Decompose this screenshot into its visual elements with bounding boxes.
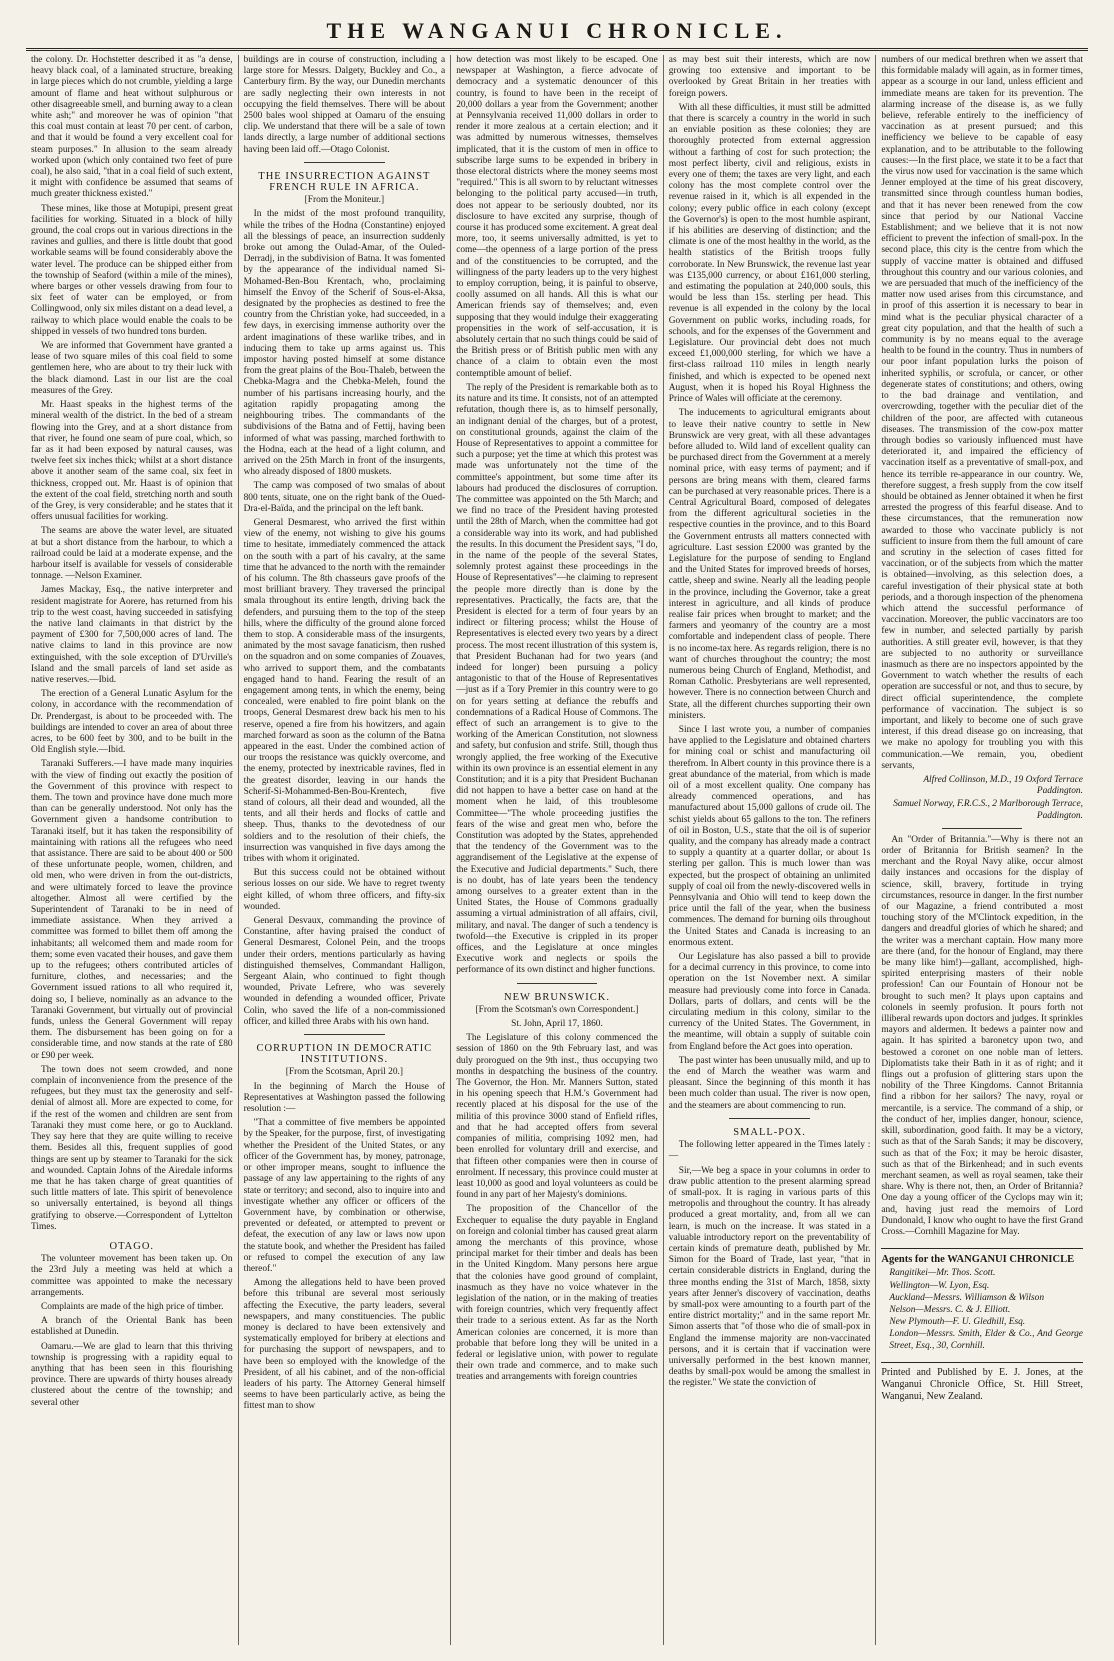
paragraph: The following letter appeared in the Times lately :— <box>668 1140 871 1162</box>
column-2 <box>239 55 452 1645</box>
divider <box>517 983 598 984</box>
paragraph: Taranaki Sufferers.—I have made many inquiries with the view of finding out exactly the position of the Government of this province with respect to them. The town and province have done much more than can be generally understood. Not only has the Government given a handsome contribution to Taranaki itself, but it has taken the responsibility of maintaining with rations all the refugees who need that assistance. There are said to be about 400 or 500 of these unfortunate people, women, children, and old men, who were driven in from the out-districts, and were ultimately forced to leave the province altogether. Almost all were certified by the Superintendent of Taranaki to be in need of immediate assistance. When they arrived a committee was formed to billet them off among the inhabitants; all welcomed them and made room for them; some even vacated their houses, and gave them up to the refugees; others contributed articles of furniture, clothes, and necessaries; and the Government issued rations to all who required it, doing so, I believe, nominally as an advance to the Taranaki Government, but virtually out of provincial funds, unless the General Government will repay them. The disbursement has been going on for a considerable time, and now stands at the rate of £80 or £90 per week. <box>31 759 233 1061</box>
divider <box>942 828 1023 829</box>
divider <box>304 162 385 163</box>
agents-box <box>881 1248 1083 1352</box>
paragraph: The seams are above the water level, are situated at but a short distance from the harbour, to which a railroad could be laid at a moderate expense, and the harbour itself is available for vessels of considerable tonnage. —Nelson Examiner. <box>31 526 233 582</box>
divider <box>304 1034 385 1035</box>
agent-line: London—Messrs. Smith, Elder & Co., And George Street, Esq., 30, Cornhill. <box>889 1329 1083 1351</box>
paragraph: buildings are in course of construction, including a large store for Messrs. Dalgety, Buckley and Co., a Canterbury firm. By the way, our Dunedin merchants are sadly neglecting their own interests in not occupying the field themselves. There will be about 2500 bales wool shipped at Oamaru of the ensuing clip. We understand that there will be a sale of town lands directly, a large number of additional sections having been laid off.—Otago Colonist. <box>243 55 446 155</box>
column-3 <box>451 55 664 1645</box>
paragraph: Mr. Haast speaks in the highest terms of the mineral wealth of the district. In the bed of a stream flowing into the Grey, and at a short distance from that river, he found one seam of pure coal, which, so far as it had been exposed by natural causes, was twelve feet six inches thick; whilst at a short distance above it another seam of the same coal, six feet in thickness, cropped out. Mr. Haast is of opinion that the extent of the coal field, stretching north and south of the Grey, is very considerable; and he states that it offers unusual facilities for working. <box>31 400 233 523</box>
paragraph: The Legislature of this colony commenced the session of 1860 on the 9th February last, and was duly prorogued on the 9th inst., thus occupying two months in despatching the business of the country. The Governor, the Hon. Mr. Manners Sutton, stated in his opening speech that H.M.'s Government had recently placed at his disposal for the use of the militia of this province 3000 stand of Enfield rifles, and that he had accepted offers from several companies of militia, comprising 1092 men, had been enrolled for voluntary drill and exercise, and that fifteen other companies were then in course of enrolment. If necessary, this province could muster at least 10,000 as good and loyal volunteers as could be found in any part of her Majesty's dominions. <box>456 1033 658 1201</box>
paragraph: In the beginning of March the House of Representatives at Washington passed the following resolution :— <box>243 1081 446 1115</box>
agent-line: Nelson—Messrs. C. & J. Elliott. <box>889 1304 1011 1315</box>
paragraph: the colony. Dr. Hochstetter described it as "a dense, heavy black coal, of a laminated structure, breaking in large pieces which do not crumble, yielding a large amount of flame and heat without sulphurous or other disagreeable smell, and burning away to a clean white ash;" and moreover he was of opinion "that this coal must contain at least 70 per cent. of carbon, and that it would be found a very excellent coal for steam purposes." In allusion to the seam already worked upon (which only contained two feet of pure coal), he also said, "that in a coal field of such extent, it might with confidence be assumed that seams of much greater thickness existed." <box>31 55 233 200</box>
paragraph: as may best suit their interests, which are now growing too extensive and important to be overlooked by Great Britain in her treaties with foreign powers. <box>668 55 871 99</box>
agents-title: Agents for the WANGANUI CHRONICLE <box>881 1254 1075 1266</box>
paragraph: James Mackay, Esq., the native interpreter and resident magistrate for Aorere, has returned from his trip to the west coast, having succeeded in satisfying the native land claimants in that district by the payment of £300 for 7,500,000 acres of land. The native claims to land in this province are now extinguished, with the sole exception of D'Urville's Island and the small parcels of land set aside as native reserves.—Ibid. <box>31 585 233 685</box>
section-heading-otago: OTAGO. <box>109 1240 155 1252</box>
paragraph: The inducements to agricultural emigrants about to leave their native country to settle in New Brunswick are very great, with all these advantages before alluded to. Wild land of excellent quality can be purchased direct from the Government at a merely nominal price, with easy terms of payment; and if persons are bring means with them, cleared farms can be purchased at very reasonable prices. There is a Central Agricultural Board, composed of delegates from the different agricultural societies in the respective counties in the province, and to this Board the Government entrusts all matters connected with agriculture. Last session £2000 was granted by the Legislature for the purpose of sending to England and the United States for improved breeds of horses, cattle, sheep and swine. Nearly all the leading people in the province, including the Governor, take a great interest in agriculture, and all kinds of produce realise fair prices when brought to market; and the farmers and yeomanry of the country are a most comfortable and independent class of people. There is no income-tax here. As regards religion, there is no want of churches throughout the country; the most numerous being Church of England, Methodist, and Roman Catholic. Presbyterians are well represented, however. There is no connection between Church and State, all the different churches supporting their own ministers. <box>668 408 871 721</box>
masthead: THE WANGANUI CHRONICLE. <box>26 18 1088 51</box>
paragraph: We are informed that Government have granted a lease of two square miles of this coal field to some gentlemen here, who are about to try their luck with the black diamond. Last in our list are the coal measures of the Grey. <box>31 341 233 396</box>
section-heading-insurrection: THE INSURRECTION AGAINST FRENCH RULE IN AFRICA. <box>258 170 431 194</box>
signature: Alfred Collinson, M.D., 19 Oxford Terrace Paddington. <box>923 775 1083 797</box>
paragraph: The town does not seem crowded, and none complain of inconvenience from the presence of the refugees, but they must tax the generosity and self-denial of almost all. More are expected to come, for if the rest of the women and children are sent from Taranaki they must come here, or go to Auckland. They say here that they are quite willing to receive them. Besides all this, frequent supplies of good things are sent up by steamer to Taranaki for the sick and wounded. Captain Johns of the Airedale informs me that he has taken charge of great quantities of such little matters of late. This spirit of benevolence so universally entertained, is beyond all things gratifying to observe.—Correspondent of Lyttelton Times. <box>31 1064 233 1232</box>
paragraph: numbers of our medical brethren when we assert that this formidable malady will again, as in former times, appear as a scourge in our land, unless efficient and immediate means are taken for its prevention. The alarming increase of the disease is, as we fully believe, referable entirely to the inefficiency of vaccination as at present pursued; and this inefficiency we believe to be capable of easy explanation, and to be attributable to the following causes:—In the first place, we state it to be a fact that the virus now used for vaccination is the same which Jenner employed at the time of his great discovery, transmitted since through countless human bodies, and that it has never been renewed from the cow since that period by our National Vaccine Establishment; and we believe that it is not now efficient to prevent the infection of small-pox. In the second place, this city is the centre from which the supply of vaccine matter is obtained and diffused throughout this country and our various colonies, and we are persuaded that much of the inefficiency of the matter now used arises from this circumstance, and in proof of this assertion it is necessary to bear in mind what is the peculiar physical character of a great city population, and that the health of such a community is by no means equal to the average health to be found in the country. Thus in numbers of our poor infant population lurks the poison of inherited syphilis, or scrofula, or cancer, or other degenerate states of constitutions; and others, owing to the bad drainage and ventilation, and overcrowding, together with the peculiar diet of the children of the poor, are affected with cutaneous diseases. The transmission of the cow-pox matter through bodies so variously influenced must have deteriorated it, and impaired the efficiency of vaccination itself as a preventative of small-pox, and hence its terrible re-appearance in our country. We, therefore suggest, a fresh supply from the cow itself should be obtained as Jenner obtained it when he first arrested the progress of this fearful disease. And to these circumstances, that the remuneration now awarded to those who vaccinate publicly is not sufficient to insure from them the full amount of care and scrutiny in the selection of cases fitted for vaccination, or of the subjects from which the matter is obtained—involving, as this selection does, a careful investigation of their physical state at both periods, and a thorough inspection of the phenomena which attend the successful performance of vaccination. Moreover, the public vaccinators are too few in number, and selected partially by parish authorities. A still greater evil, however, is that they are subjected to no authority or surveillance inasmuch as there are no inspectors appointed by the Government to watch whether the results of each operation are successful or not, and thus to secure, by direct official superintendence, the complete performance of vaccination. The subject is so important, and likely to become one of such grave interest, if this dread disease go on increasing, that we make no apology for troubling you with this communication.—We remain, you, obedient servants, <box>881 55 1083 771</box>
dateline: St. John, April 17, 1860. <box>511 1019 603 1030</box>
imprint: Printed and Published by E. J. Jones, at the Wanganui Chronicle Office, St. Hill Street, Wanganui, New Zealand. <box>881 1362 1083 1403</box>
paragraph: The volunteer movement has been taken up. On the 23rd July a meeting was held at which a committee was appointed to make the necessary arrangements. <box>31 1254 233 1298</box>
agent-line: Rangitikei—Mr. Thos. Scott. <box>889 1268 996 1279</box>
column-1 <box>26 55 239 1645</box>
paragraph: With all these difficulties, it must still be admitted that there is scarcely a country in the world in such an enviable position as these colonies; they are thoroughly protected from external aggression without a farthing of cost for such protection; the most perfect liberty, civil and religious, exists in every one of them; the taxes are very light, and each colony has the most complete control over the revenue raised in it, which is all expended in the colony; every public office in each colony (except the Governor's) is open to the most humble aspirant, if his abilities are deserving of distinction; and the climate is one of the most healthy in the world, as the health statistics of the British troops fully corroborate. In New Brunswick, the revenue last year was £135,000 currency, or about £161,000 sterling, and estimating the population at 240,000 souls, this would be less than 15s. sterling per head. This revenue is all expended in the colony by the local Government on public works, including roads, for schools, and for the expenses of the Government and Legislature. Our provincial debt does not much exceed £1,000,000 sterling, for which we have a first-class railroad 110 miles in length nearly finished, and which is expected to be opened next August, when it is hoped his Royal Highness the Prince of Wales will officiate at the ceremony. <box>668 102 871 405</box>
agent-line: Auckland—Messrs. Williamson & Wilson <box>889 1292 1045 1303</box>
columns <box>26 55 1088 1645</box>
paragraph: Oamaru.—We are glad to learn that this thriving township is progressing with a rapidity equal to anything that has been seen in this flourishing province. There are upwards of thirty houses already clustered about the centre of the township; and several other <box>31 1341 233 1408</box>
paragraph: The proposition of the Chancellor of the Exchequer to equalise the duty payable in England on foreign and colonial timber has caused great alarm among the merchants of this province, whose principal market for their timber and deals has been in the United Kingdom. Many persons here argue that the colonies have good ground of complaint, inasmuch as they have no voice whatever in the legislation of the nation, or in the making of treaties with foreign countries, which very frequently affect their trade to a serious extent. As far as the North American colonies are concerned, it is more than probable that before long they will be united in a federal or legislative union, with power to regulate their own trade and commerce, and to make such treaties and arrangements with foreign countries <box>456 1204 658 1383</box>
paragraph: But this success could not be obtained without serious losses on our side. We have to regret twenty eight killed, of whom three officers, and fifty-six wounded. <box>243 868 446 912</box>
source-line: [From the Scotsman's own Correspondent.] <box>475 1004 639 1015</box>
paragraph: In the midst of the most profound tranquility, while the tribes of the Hodna (Constantine) enjoyed all the blessings of peace, an insurrection suddenly broke out among the Oulad-Amar, of the Ouled-Derradj, in the subdivision of Batna. It was fomented by the appearance of the individual named Si-Mohamed-Ben-Bou Krentach, who, proclaiming himself the Envoy of the Scherif of Sous-el-Aksa, designated by the prophecies as destined to free the country from the Christian yoke, had succeeded, in a few days, in exercising immense authority over the ardent imaginations of these warlike tribes, and in inducing them to take up arms against us. This impostor having posted himself at some distance from the great plains of the Bou-Thaleb, between the Chebka-Magra and the Chebka-Meleh, found the number of his partisans increasing hourly, and the agitation rapidly propagating among the neighbouring tribes. The commandants of the subdivisions of the Batna and of Fettij, having been informed of what was passing, marched forthwith to the Hodna, each at the head of a light column, and arrived on the 25th March in front of the insurgents, who already disposed of 1800 muskets. <box>243 209 446 478</box>
paragraph: These mines, like those at Motupipi, present great facilities for working. Situated in a block of hilly ground, the coal crops out in various directions in the ravines and gullies, and there is little doubt that good workable seams will be found considerably above the water level. The produce can be shipped either from the township of Seaford (within a mile of the mines), where barges or other vessels drawing from four to six feet of water can be employed, or from Collingwood, only six miles distant on a dead level, a railway to which place would enable the coals to be shipped in vessels of two hundred tons burden. <box>31 203 233 337</box>
section-heading-corruption: CORRUPTION IN DEMOCRATIC INSTITUTIONS. <box>256 1043 433 1066</box>
paragraph: The reply of the President is remarkable both as to its nature and its time. It consists, not of an attempted refutation, though there is, as to himself personally, an indignant denial of the charges, but of a protest, on constitutional grounds, against the claim of the House of Representatives to appoint a committee for such a purpose; yet the time at which this protest was made was unfortunately not the time of the committee's appointment, but some time after its labours had produced the disclosures of corruption. The committee was appointed on the 5th March; and we find no trace of the President having protested until the 28th of March, when the committee had got a considerable way into its work, and had published the results. In this document the President says, "I do, in the name of the people of the several States, solemnly protest against these proceedings in the House of Representatives"—he claiming to represent the people more directly than is done by the representatives. Practically, the facts are, that the President is elected for a term of four years by an indirect or filtering process; whilst the House of Representatives is elected every two years by a direct process. The most recent illustration of this system is, that President Buchanan had for two years (and indeed for longer) been pursuing a policy antagonistic to that of the House of Representatives—just as if a Tory Premier in this country were to go on for years setting at defiance the rebuffs and condemnations of a Radical House of Commons. The effect of such an arrangement is to give to the working of the American Constitution, not slowness and safety, but confusion and strife. Still, though thus wrongly applied, the free working of the Executive within its own province is an essential element in any Constitution; and it is a pity that President Buchanan did not happen to have a better case on hand at the moment when he laid, of this troublesome Committee—"The whole proceeding justifies the fears of the wise and great men who, before the Constitution was adopted by the States, apprehended that the tendency of the Government was to the aggrandisement of the Legislative at the expense of the Executive and Judicial departments." Such, there is no doubt, has of late years been the tendency among ourselves to a greater extent than in the United States, the House of Commons gradually assuming a virtual administration of all affairs, civil, military, and naval. The danger of such a tendency is twofold—the Executive is crippled in its proper offices, and the Legislature at once mingles Executive work and neglects or spoils the performance of its own distinct and higher functions. <box>456 382 658 976</box>
paragraph: The erection of a General Lunatic Asylum for the colony, in accordance with the recommendation of Dr. Prendergast, is about to be proceeded with. The buildings are intended to cover an area of about three acres, to be 600 feet by 300, and to be built in the Old English style.—Ibid. <box>31 689 233 756</box>
paragraph: General Desmarest, who arrived the first within view of the enemy, not wishing to give his goums time to hesitate, immediately commenced the attack on the south with a part of his cavalry, at the same time that he advanced to the north with the remainder of his column. The 8th chasseurs gave proofs of the most brilliant bravery. They traversed the principal smala throughout its entire length, driving back the defenders, and pursuing them to the top of the steep hills, where the difficulty of the ground alone forced them to stop. A considerable mass of the insurgents, animated by the most savage fanaticism, then rushed on the squadron and on some companies of Zouaves, who arrived to support them, and the combatants engaged hand to hand. Fearing the result of an engagement among tents, in which the enemy, being concealed, were enabled to fire point blank on the troops, General Desmarest drew back his men to his reserve, opened a fire from his howitzers, and again marched forward as soon as the column of the Batna appeared in the east. Under the combined action of our troops the resistance was quickly overcome, and the enemy, protected by inextricable ravines, fled in the greatest disorder, leaving in our hands the Scherif-Si-Mohammed-Ben-Bou-Krentech, five stand of colours, all their dead and wounded, all the tents, and all their herds and flocks of cattle and sheep. Thus, thanks to the devotedness of our soldiers and to the resolution of their chiefs, the insurrection was vanquished in five days among the tribes with whom it originated. <box>243 517 446 865</box>
divider <box>729 1118 810 1119</box>
paragraph: The camp was composed of two smalas of about 800 tents, situate, one on the right bank of the Oued-Dra-el-Baïda, and the principal on the left bank. <box>243 481 446 514</box>
paragraph: General Desvaux, commanding the province of Constantine, after having praised the conduct of General Desmarest, Colonel Pein, and the troops under their orders, mentions particularly as having distinguished themselves, Commandant Halligon, Sergeant Alain, who continued to fight though wounded, Private Lefrere, who was severely wounded in defending a wounded officer, Private Colin, who saved the life of a non-commissioned officer, and killed three Arabs with his own hand. <box>243 916 446 1027</box>
paragraph: Complaints are made of the high price of timber. <box>41 1301 224 1312</box>
paragraph: A branch of the Oriental Bank has been established at Dunedin. <box>31 1316 233 1338</box>
paragraph: Among the allegations held to have been proved before this tribunal are several most seriously affecting the Executive, the party leaders, several newspapers, and many constituencies. The public money is declared to have been extensively and systematically employed for bribery at elections and for purchasing the support of newspapers, and to have been so employed with the knowledge of the President, of all his cabinet, and of the non-official leaders of his party. The Attorney General himself seems to have been particularly active, as being the fittest man to show <box>243 1278 446 1412</box>
paragraph: An "Order of Britannia."—Why is there not an order of Britannia for British seamen? In the merchant and the Royal Navy alike, occur almost daily instances and occasions for the display of science, skill, bravery, fortitude in trying circumstances, resource in danger. In the first number of our Magazine, a friend contributed a most touching story of the M'Clintock expedition, in the dangers and dreadful glories of which he shared; and the writer was a merchant captain. How many more are there (and, for the honour of England, may there be many like him!)—gallant, accomplished, high-spirited enterprising masters of their noble profession! Can our Fountain of Honour not be brought to such men? It plays upon captains and colonels in seemly profusion. It pours forth not illiberal rewards upon doctors and judges. It sprinkles mayors and aldermen. It bedews a painter now and again. It has spirited a baronetcy upon two, and bestowed a coronet on one noble man of letters. Diplomatists take their Bath in it as of right; and it flings out a profusion of glittering stars upon the nobility of the Three Kingdoms. Cannot Britannia find a ribbon for her sailors? The navy, royal or mercantile, is a service. The command of a ship, or the conduct of her, implies danger, honour, science, skill, subordination, good faith. It may be a victory, such as that of the Sarah Sands; it may be discovery, such as that of the Fox; it may be heroic disaster, such as that of the Birkenhead; and in such events merchant seamen, as well as royal seamen, take their share. Why is there not, then, an Order of Britannia? One day a young officer of the Cyclops may win it; and, having just read the memoirs of Lord Dundonald, I know who ought to have the first Grand Cross.—Cornhill Magazine for May. <box>881 834 1083 1237</box>
source-line: [From the Moniteur.] <box>304 195 385 206</box>
paragraph: Since I last wrote you, a number of companies have applied to the Legislature and obtained charters for mining coal or schist and manufacturing oil therefrom. In Albert county in this province there is a great abundance of the material, from which is made oil of a most excellent quality. One company has already commenced operations, and has manufactured about 15,000 gallons of crude oil. The schist yields about 65 gallons to the ton. The refiners of oil in Boston, U.S., state that the oil is of superior quality, and the company has already made a contract to supply a quantity at a quarter dollar, or about 1s sterling per gallon. This is much lower than was expected, but the prospect of obtaining an unlimited supply of coal oil from the newly-discovered wells in Pennsylvania and Ohio will tend to keep down the price until the fall of the year, when the business commences. The demand for burning oils throughout the United States and Canada is increasing to an enormous extent. <box>668 724 871 948</box>
paragraph: Our Legislature has also passed a bill to provide for a decimal currency in this province, to come into operation on the 1st November next. A similar measure had previously come into force in Canada. Dollars, parts of dollars, and cents will be the circulating medium in this colony, similar to the currency of the United States. The Government, in the meantime, will obtain a supply of suitable coin from England before the Act goes into operation. <box>668 952 871 1052</box>
column-4 <box>664 55 877 1645</box>
paragraph: "That a committee of five members be appointed by the Speaker, for the purpose, first, of investigating whether the President of the United States, or any officer of the Government has, by money, patronage, or other improper means, sought to influence the passage of any law appertaining to the rights of any state or territory; and second, also to inquire into and investigate whether any officer or officers of the Government have, by combination or otherwise, prevented or defeated, or attempted to prevent or defeat, the execution of any law or laws now upon the statute book, and whether the President has failed or refused to compel the execution of any law thereof." <box>243 1118 446 1274</box>
source-line: [From the Scotsman, April 20.] <box>285 1067 403 1078</box>
column-5 <box>876 55 1088 1645</box>
paragraph: Sir,—We beg a space in your columns in order to draw public attention to the present alarming spread of small-pox. It is raging in various parts of this metropolis and throughout the country. It has already produced a great mortality, and, from all we can learn, is much on the increase. It was stated in a valuable introductory report on the preventability of certain kinds of premature death, published by Mr. Simon for the Board of Trade, last year, "that in certain considerable districts in England, during the three months ending the 31st of March, 1858, sixty years after Jenner's discovery of vaccination, deaths by small-pox were amounting to a fourth part of the entire district mortality;" and in the same report Mr. Simon asserts that "of those who die of small-pox in England the immense majority are non-vaccinated persons, and it is certain that if vaccination were universally performed in the best known manner, deaths by small-pox would be among the smallest in the register." We state the conviction of <box>668 1165 871 1389</box>
signature: Samuel Norway, F.R.C.S., 2 Marlborough Terrace, Paddington. <box>893 799 1083 821</box>
paragraph: The past winter has been unusually mild, and up to the end of March the weather was warm and pleasant. Since the beginning of this month it has been much colder than usual. The river is now open, and the steamers are about commencing to run. <box>668 1055 871 1111</box>
agent-line: Wellington—W. Lyon, Esq. <box>889 1280 990 1291</box>
agent-line: New Plymouth—F. U. Gledhill, Esq. <box>889 1317 1026 1328</box>
paragraph: how detection was most likely to be escaped. One newspaper at Washington, a fierce advocate of democracy and a systematic denouncer of this country, is found to have been in the receipt of 20,000 dollars a year from the Government; another at Pennsylvania received 11,000 dollars in order to render it more zealous at a certain election; and it was admitted by numerous witnesses, themselves implicated, that it is the custom of men in office to subscribe large sums to be expended in bribery in those electoral districts where the money seems most "required." This is all sworn to by reluctant witnesses belonging to the political party accused—in truth, does not appear to be seriously doubted, nor its disclosure to have excited any surprise, though of course it has produced some excitement. A great deal more, too, it seems universally admitted, is yet to come—the openness of a large portion of the press and of the constituencies to be corrupted, and the willingness of the party leaders up to the very highest to employ corruption, being, it is painful to observe, coolly assumed on all hands. All this is what our American friends say of themselves; and, even supposing that they would indulge their exaggerating propensities in the work of self-accusation, it is absolutely certain that no such things could be said of the British press or of British public men with any chance of a claim to obtain even the most contemptible amount of belief. <box>456 55 658 379</box>
section-heading-new-brunswick: NEW BRUNSWICK. <box>503 991 610 1003</box>
section-heading-small-pox: SMALL-POX. <box>733 1126 806 1138</box>
